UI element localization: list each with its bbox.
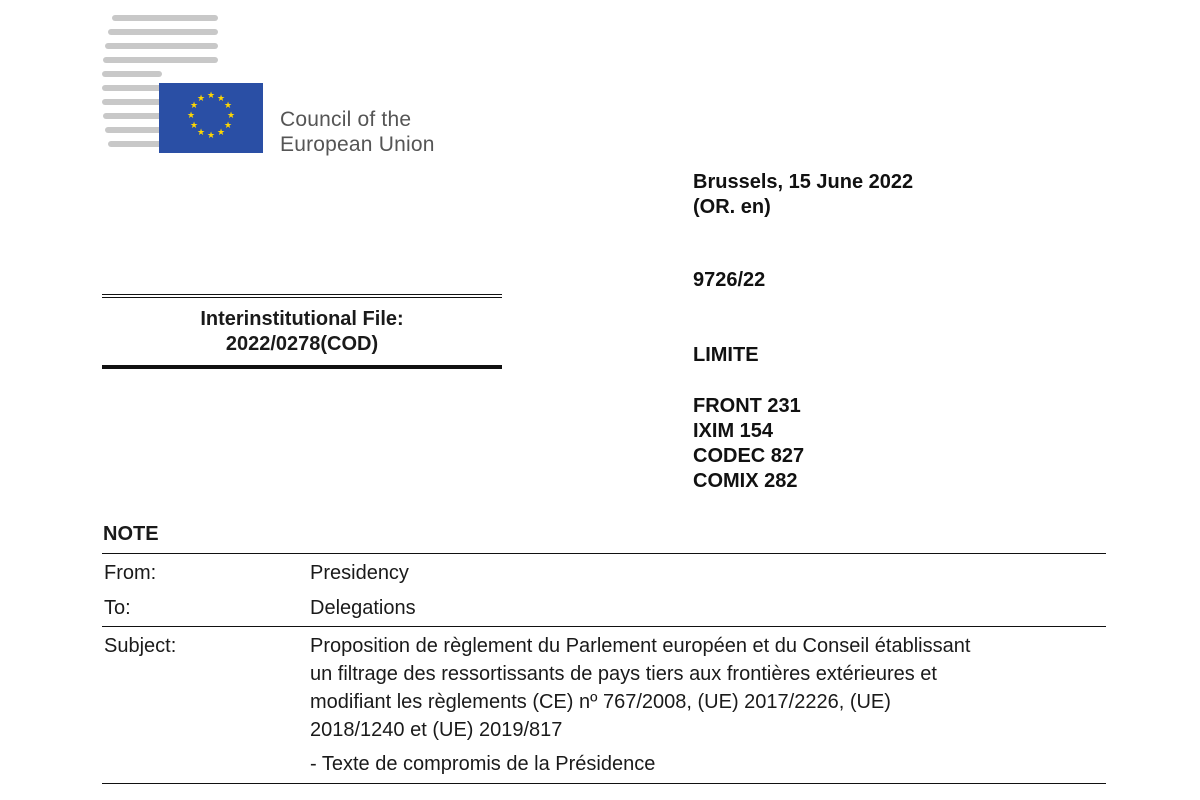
divider bbox=[102, 365, 502, 369]
subject-line: modifiant les règlements (CE) nº 767/2008, (UE) 2017/2226, (UE) bbox=[310, 691, 891, 713]
svg-text:★: ★ bbox=[196, 128, 206, 138]
code-item: IXIM 154 bbox=[693, 420, 774, 442]
svg-text:★: ★ bbox=[226, 111, 236, 121]
subject-text bbox=[310, 632, 1110, 778]
subject-line: un filtrage des ressortissants de pays tiers aux frontières extérieures et bbox=[310, 663, 937, 685]
divider bbox=[102, 297, 502, 298]
council-emblem-icon bbox=[100, 12, 280, 157]
organization-name bbox=[280, 107, 435, 157]
place-date: Brussels, 15 June 2022 bbox=[693, 171, 914, 193]
code-item: FRONT 231 bbox=[693, 395, 801, 417]
svg-text:★: ★ bbox=[186, 111, 196, 121]
interinstitutional-file-box bbox=[102, 294, 502, 369]
council-logo bbox=[100, 12, 280, 157]
interinstitutional-file-reference: 2022/0278(COD) bbox=[225, 333, 379, 355]
organization-line-2: European Union bbox=[280, 133, 435, 156]
note-title: NOTE bbox=[103, 523, 159, 545]
subject-label: Subject: bbox=[104, 635, 177, 657]
svg-text:★: ★ bbox=[189, 121, 199, 131]
code-item: CODEC 827 bbox=[693, 445, 805, 467]
interinstitutional-file-title bbox=[102, 307, 502, 357]
to-value: Delegations bbox=[310, 597, 416, 619]
classification: LIMITE bbox=[693, 344, 759, 366]
svg-text:★: ★ bbox=[223, 101, 233, 111]
from-value: Presidency bbox=[310, 562, 409, 584]
svg-text:★: ★ bbox=[206, 131, 216, 141]
subject-line: 2018/1240 et (UE) 2019/817 bbox=[310, 719, 563, 741]
place-date-block bbox=[693, 170, 913, 220]
from-label: From: bbox=[104, 562, 157, 584]
svg-text:★: ★ bbox=[216, 128, 226, 138]
divider bbox=[102, 294, 502, 295]
subject-line: Proposition de règlement du Parlement européen et du Conseil établissant bbox=[310, 635, 971, 657]
document-number: 9726/22 bbox=[693, 269, 766, 291]
to-label: To: bbox=[104, 597, 131, 619]
svg-text:★: ★ bbox=[189, 101, 199, 111]
svg-text:★: ★ bbox=[206, 91, 216, 101]
divider bbox=[102, 783, 1106, 784]
original-language: (OR. en) bbox=[693, 196, 771, 218]
divider bbox=[102, 553, 1106, 554]
svg-text:★: ★ bbox=[223, 121, 233, 131]
subject-extra: - Texte de compromis de la Présidence bbox=[310, 753, 656, 775]
svg-text:★: ★ bbox=[196, 94, 206, 104]
svg-text:★: ★ bbox=[216, 94, 226, 104]
organization-line-1: Council of the bbox=[280, 108, 412, 131]
document-codes bbox=[693, 394, 804, 494]
divider bbox=[102, 626, 1106, 627]
interinstitutional-file-label: Interinstitutional File: bbox=[200, 308, 404, 330]
code-item: COMIX 282 bbox=[693, 470, 798, 492]
